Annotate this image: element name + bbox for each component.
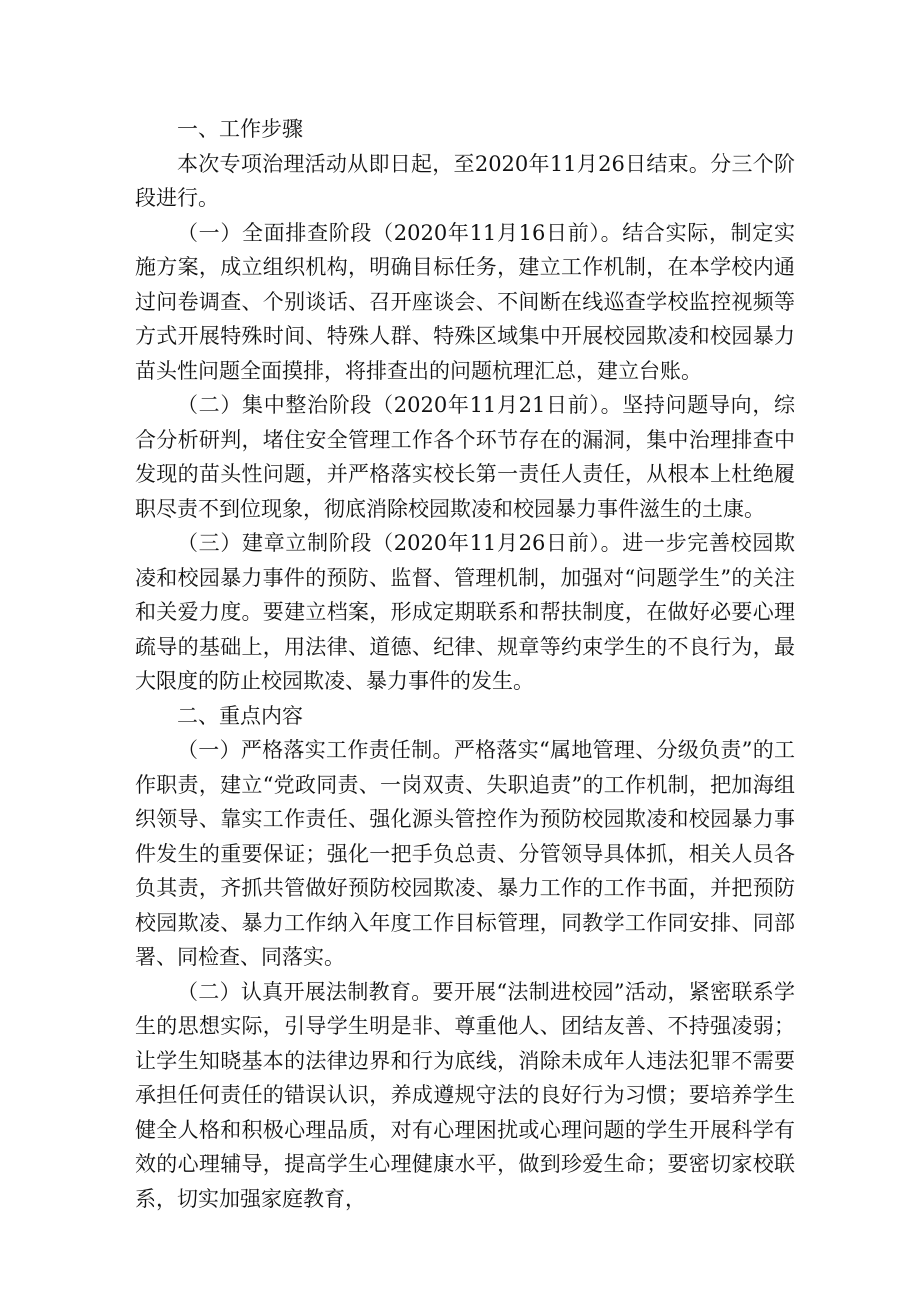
paragraph-stage-3: （三）建章立制阶段（2020年11月26日前）。进一步完善校园欺凌和校园暴力事件的预防、监督、管理机制，加强对“问题学生”的关注和关爱力度。要建立档案，形成定期联系和帮扶制度，在做好必要心理疏导的基础上，用法律、道德、纪律、规章等约束学生的不良行为，最大限度的防止校园欺凌、暴力事件的发生。: [135, 531, 795, 693]
paragraph-legal-education: （二）认真开展法制教育。要开展“法制进校园”活动，紧密联系学生的思想实际，引导学生明是非、尊重他人、团结友善、不持强凌弱；让学生知晓基本的法律边界和行为底线，消除未成年人违法犯罪不需要承担任何责任的错误认识，养成遵规守法的良好行为习惯；要培养学生健全人格和积极心理品质，对有心理困扰或心理问题的学生开展科学有效的心理辅导，提高学生心理健康水平，做到珍爱生命；要密切家校联系，切实加强家庭教育，: [135, 979, 795, 1211]
paragraph-stage-1: （一）全面排查阶段（2020年11月16日前）。结合实际，制定实施方案，成立组织机构，明确目标任务，建立工作机制，在本学校内通过问卷调查、个别谈话、召开座谈会、不间断在线巡查学校监控视频等方式开展特殊时间、特殊人群、特殊区域集中开展校园欺凌和校园暴力苗头性问题全面摸排，将排查出的问题杭理汇总，建立台账。: [135, 220, 795, 383]
document-page: [135, 112, 795, 1216]
section-heading-work-steps: 一、工作步骤: [177, 117, 303, 141]
paragraph-stage-2: （二）集中整治阶段（2020年11月21日前）。坚持问题导向，综合分析研判，堵住安全管理工作各个环节存在的漏洞，集中治理排查中发现的苗头性问题，并严格落实校长第一责任人责任，从根本上杜绝履职尽责不到位现象，彻底消除校园欺凌和校园暴力事件滋生的土康。: [135, 393, 795, 521]
paragraph-responsibility: （一）严格落实工作责任制。严格落实“属地管理、分级负责”的工作职责，建立“党政同责、一岗双责、失职追责”的工作机制，把加海组织领导、靠实工作责任、强化源头管控作为预防校园欺凌和校园暴力事件发生的重要保证；强化一把手负总责、分管领导具体抓，相关人员各负其责，齐抓共管做好预防校园欺凌、暴力工作的工作书面，并把预防校园欺凌、暴力工作纳入年度工作目标管理，同教学工作同安排、同部署、同检查、同落实。: [135, 738, 795, 969]
paragraph-intro: 本次专项治理活动从即日起，至2020年11月26日结束。分三个阶段进行。: [135, 151, 795, 210]
section-heading-key-content: 二、重点内容: [177, 703, 303, 728]
